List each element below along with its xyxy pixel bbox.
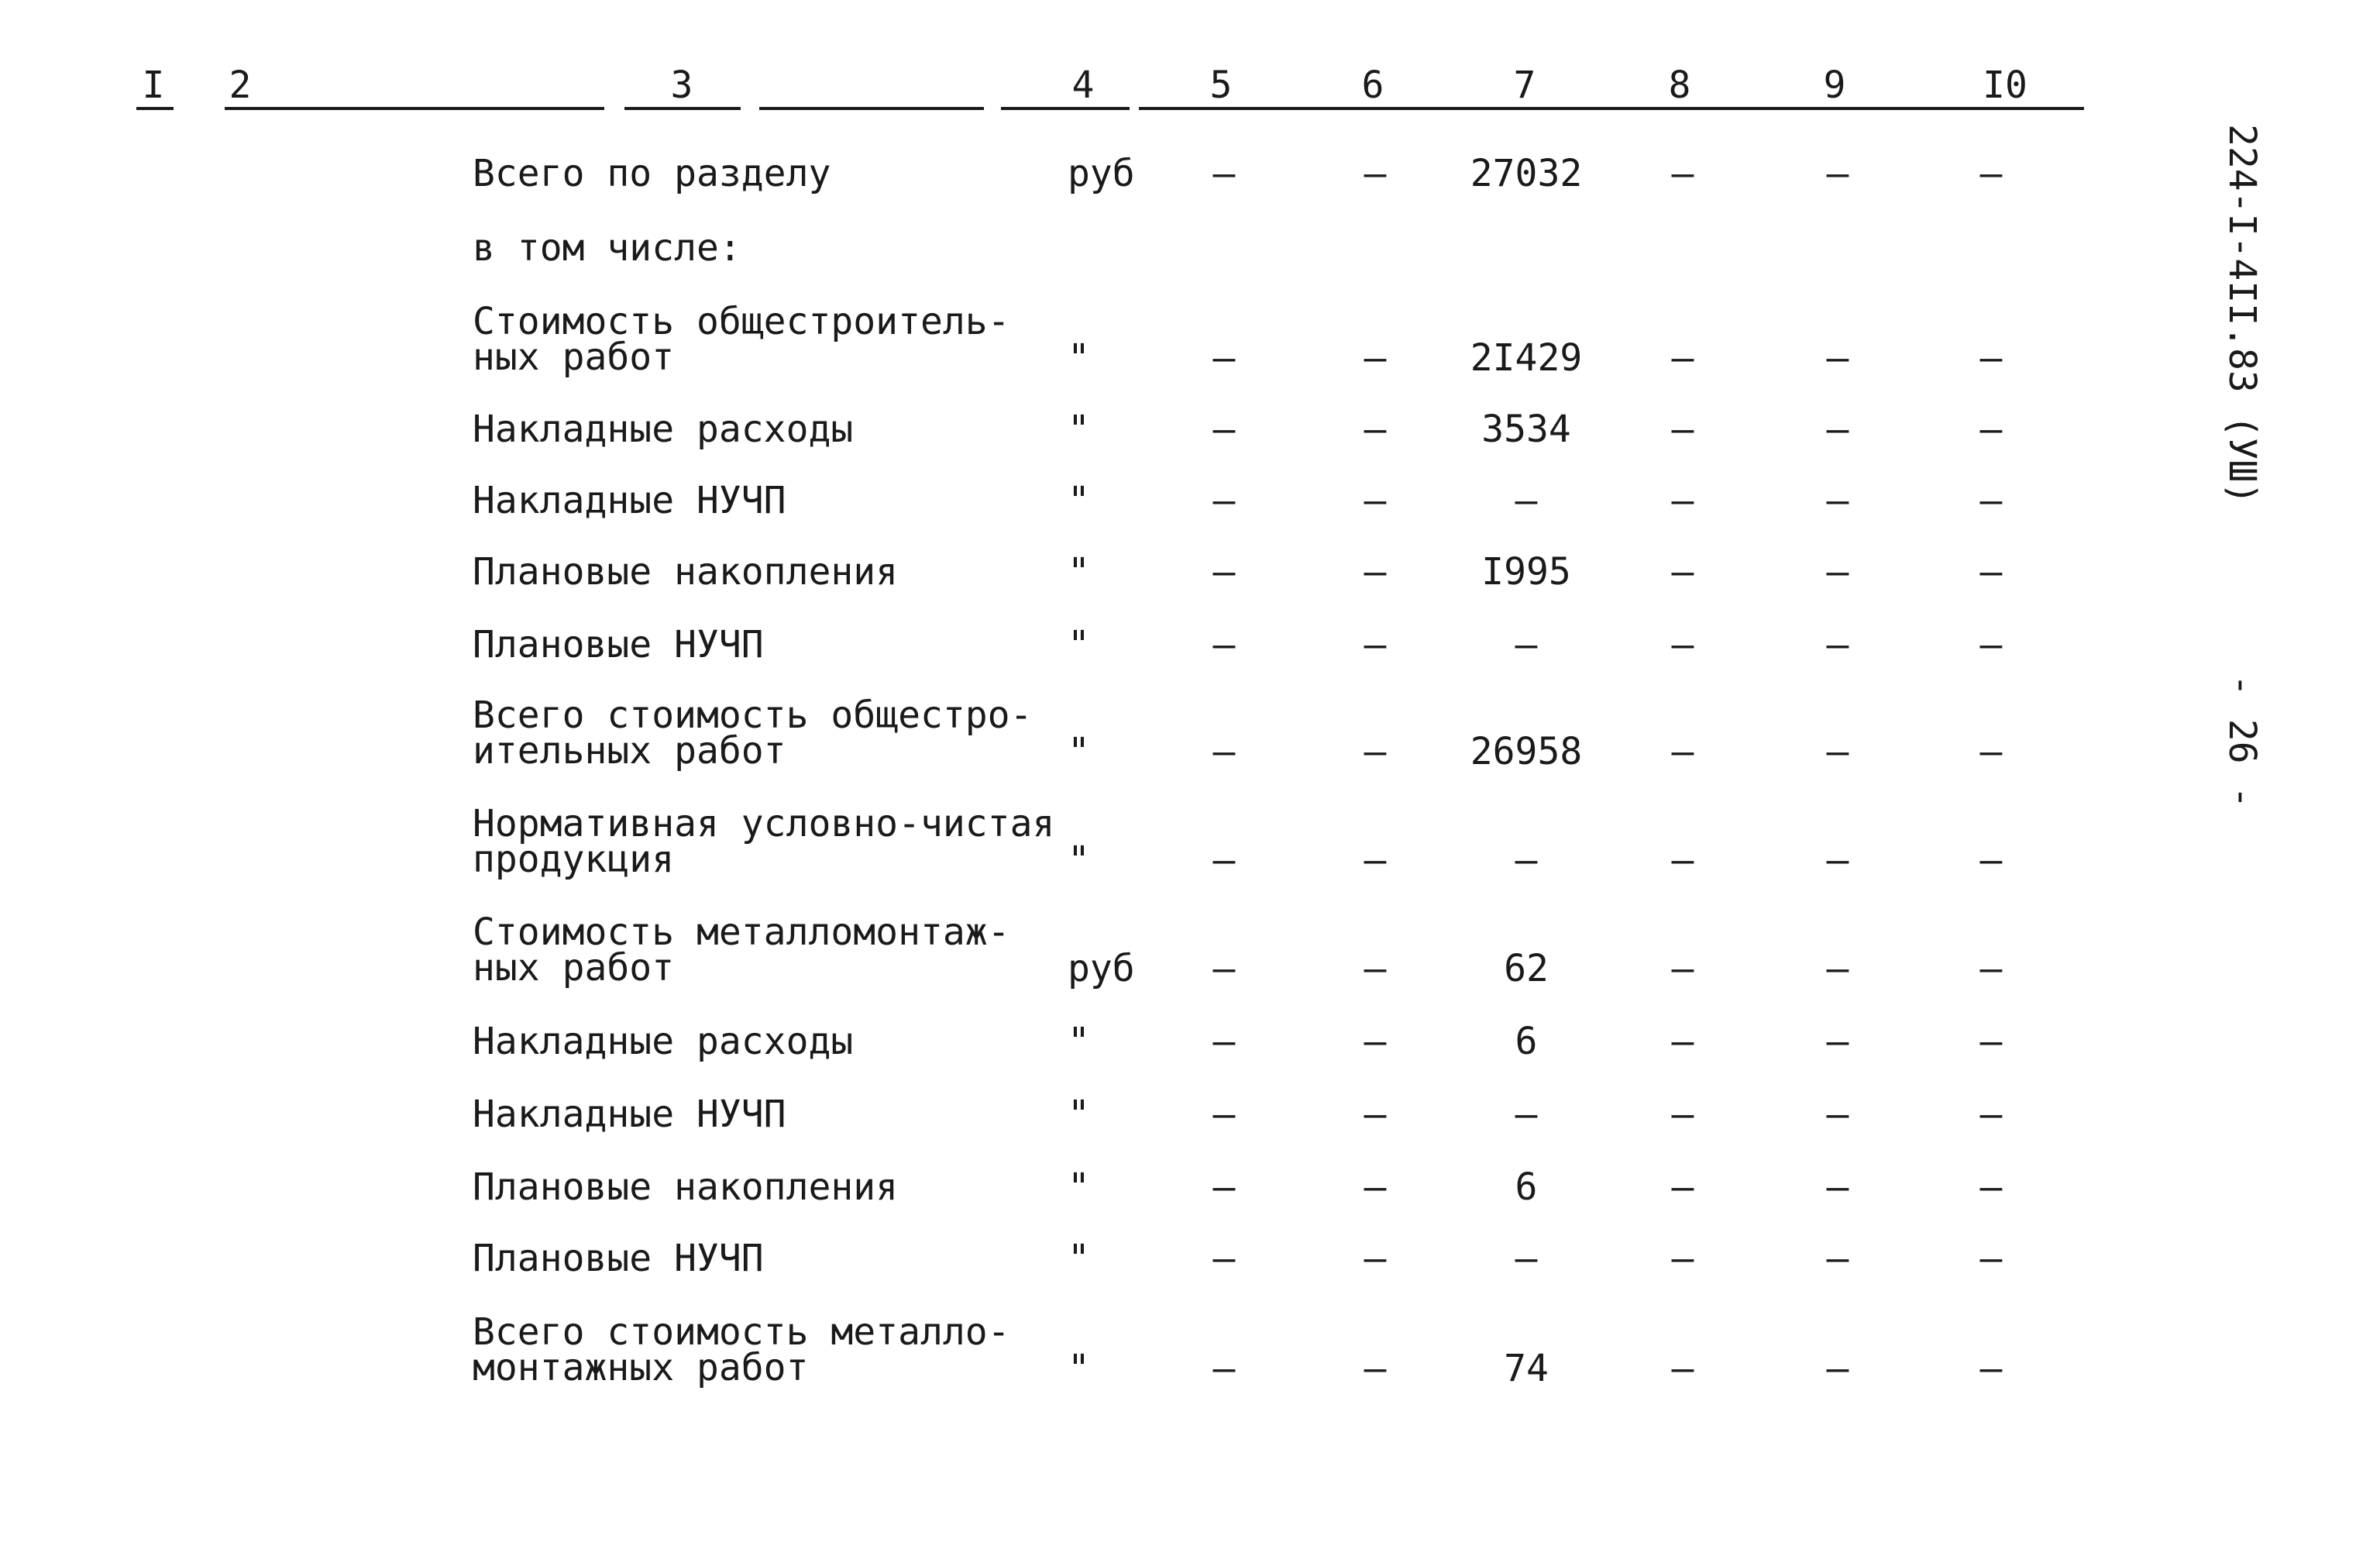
row-value-col-9: – bbox=[1826, 623, 1849, 666]
row-value-col-7: – bbox=[1515, 623, 1538, 666]
table-row bbox=[0, 1020, 2138, 1063]
row-label: в том числе: bbox=[473, 226, 741, 270]
column-number-9: 9 bbox=[1823, 64, 1846, 107]
row-value-col-6: – bbox=[1364, 730, 1387, 773]
row-value-col-5: – bbox=[1212, 1093, 1236, 1136]
row-value-col-5: – bbox=[1212, 730, 1236, 773]
row-value-col-10: – bbox=[1979, 550, 2003, 594]
row-value-col-10: – bbox=[1979, 947, 2003, 990]
row-unit: " bbox=[1068, 1165, 1090, 1209]
row-value-col-8: – bbox=[1671, 152, 1694, 195]
row-label: Всего стоимость общестро- ительных работ bbox=[473, 694, 1033, 773]
row-value-col-7: 6 bbox=[1515, 1020, 1538, 1063]
row-unit: " bbox=[1068, 1093, 1090, 1136]
row-value-col-7: 26958 bbox=[1470, 730, 1583, 773]
row-value-col-9: – bbox=[1826, 479, 1849, 522]
row-value-col-10: – bbox=[1979, 1165, 2003, 1209]
row-value-col-10: – bbox=[1979, 479, 2003, 522]
row-value-col-8: – bbox=[1671, 408, 1694, 451]
row-label: Накладные НУЧП bbox=[473, 479, 786, 522]
row-value-col-10: – bbox=[1979, 1347, 2003, 1390]
row-unit: " bbox=[1068, 479, 1090, 522]
page-number: - 26 - bbox=[2220, 674, 2264, 809]
row-value-col-6: – bbox=[1364, 1165, 1387, 1209]
row-unit: " bbox=[1068, 408, 1090, 451]
row-value-col-6: – bbox=[1364, 1093, 1387, 1136]
row-value-col-10: – bbox=[1979, 623, 2003, 666]
row-unit: руб bbox=[1068, 152, 1135, 195]
document-code: 224-I-4II.83 (УШ) bbox=[2220, 124, 2264, 505]
row-value-col-7: 6 bbox=[1515, 1165, 1538, 1209]
row-label: Плановые накопления bbox=[473, 550, 899, 594]
row-value-col-8: – bbox=[1671, 730, 1694, 773]
row-value-col-6: – bbox=[1364, 408, 1387, 451]
header-rule bbox=[1001, 107, 1130, 110]
row-value-col-9: – bbox=[1826, 838, 1849, 882]
row-value-col-8: – bbox=[1671, 1165, 1694, 1209]
row-value-col-5: – bbox=[1212, 152, 1236, 195]
row-value-col-9: – bbox=[1826, 730, 1849, 773]
row-unit: " bbox=[1068, 1237, 1090, 1280]
row-value-col-9: – bbox=[1826, 1093, 1849, 1136]
table-row bbox=[0, 408, 2138, 451]
row-value-col-6: – bbox=[1364, 1237, 1387, 1280]
row-value-col-8: – bbox=[1671, 1237, 1694, 1280]
row-value-col-7: 3534 bbox=[1481, 408, 1571, 451]
row-value-col-5: – bbox=[1212, 550, 1236, 594]
row-value-col-6: – bbox=[1364, 479, 1387, 522]
row-unit: " bbox=[1068, 1347, 1090, 1390]
row-value-col-10: – bbox=[1979, 336, 2003, 380]
row-value-col-5: – bbox=[1212, 1020, 1236, 1063]
row-value-col-8: – bbox=[1671, 550, 1694, 594]
column-header-row bbox=[0, 0, 2380, 116]
row-value-col-6: – bbox=[1364, 550, 1387, 594]
row-unit: " bbox=[1068, 623, 1090, 666]
row-value-col-8: – bbox=[1671, 623, 1694, 666]
column-number-7: 7 bbox=[1513, 64, 1536, 107]
row-value-col-7: 62 bbox=[1504, 947, 1549, 990]
row-value-col-10: – bbox=[1979, 408, 2003, 451]
row-value-col-6: – bbox=[1364, 623, 1387, 666]
row-value-col-6: – bbox=[1364, 1020, 1387, 1063]
row-unit: " bbox=[1068, 1020, 1090, 1063]
column-number-1: I bbox=[142, 64, 165, 107]
row-label: Накладные расходы bbox=[473, 1020, 854, 1063]
row-label: Стоимость металломонтаж- ных работ bbox=[473, 911, 1010, 990]
row-label: Всего по разделу bbox=[473, 152, 831, 195]
row-value-col-7: 74 bbox=[1504, 1347, 1549, 1390]
row-value-col-9: – bbox=[1826, 152, 1849, 195]
row-value-col-10: – bbox=[1979, 152, 2003, 195]
row-value-col-8: – bbox=[1671, 479, 1694, 522]
table-row bbox=[0, 694, 2138, 775]
row-value-col-8: – bbox=[1671, 947, 1694, 990]
row-unit: " bbox=[1068, 730, 1090, 773]
header-rule bbox=[624, 107, 741, 110]
column-number-3: 3 bbox=[670, 64, 693, 107]
row-value-col-7: – bbox=[1515, 1093, 1538, 1136]
row-value-col-5: – bbox=[1212, 947, 1236, 990]
table-row bbox=[0, 1237, 2138, 1280]
row-value-col-6: – bbox=[1364, 336, 1387, 380]
row-label: Стоимость общестроитель- ных работ bbox=[473, 300, 1010, 379]
row-value-col-5: – bbox=[1212, 623, 1236, 666]
row-label: Нормативная условно-чистая продукция bbox=[473, 802, 1055, 881]
row-value-col-9: – bbox=[1826, 408, 1849, 451]
row-unit: " bbox=[1068, 838, 1090, 882]
row-value-col-6: – bbox=[1364, 947, 1387, 990]
row-value-col-5: – bbox=[1212, 1347, 1236, 1390]
row-value-col-9: – bbox=[1826, 1165, 1849, 1209]
row-value-col-9: – bbox=[1826, 336, 1849, 380]
row-unit: руб bbox=[1068, 947, 1135, 990]
row-value-col-8: – bbox=[1671, 838, 1694, 882]
row-value-col-9: – bbox=[1826, 1237, 1849, 1280]
row-value-col-5: – bbox=[1212, 838, 1236, 882]
row-label: Накладные НУЧП bbox=[473, 1093, 786, 1136]
row-value-col-5: – bbox=[1212, 1237, 1236, 1280]
row-value-col-8: – bbox=[1671, 1020, 1694, 1063]
row-label: Всего стоимость металло- монтажных работ bbox=[473, 1310, 1010, 1389]
row-unit: " bbox=[1068, 550, 1090, 594]
row-value-col-9: – bbox=[1826, 1347, 1849, 1390]
row-value-col-10: – bbox=[1979, 1237, 2003, 1280]
table-row bbox=[0, 479, 2138, 522]
table-row bbox=[0, 1310, 2138, 1392]
column-number-2: 2 bbox=[229, 64, 252, 107]
header-rule bbox=[759, 107, 984, 110]
table-row bbox=[0, 1093, 2138, 1136]
row-value-col-8: – bbox=[1671, 1347, 1694, 1390]
row-value-col-5: – bbox=[1212, 479, 1236, 522]
header-rule bbox=[225, 107, 604, 110]
column-number-4: 4 bbox=[1071, 64, 1095, 107]
table-row bbox=[0, 152, 2138, 195]
header-rule bbox=[136, 107, 174, 110]
row-value-col-8: – bbox=[1671, 336, 1694, 380]
table-row bbox=[0, 300, 2138, 381]
column-number-6: 6 bbox=[1361, 64, 1384, 107]
row-value-col-5: – bbox=[1212, 1165, 1236, 1209]
table-row bbox=[0, 802, 2138, 883]
row-value-col-7: – bbox=[1515, 479, 1538, 522]
row-value-col-6: – bbox=[1364, 838, 1387, 882]
row-value-col-6: – bbox=[1364, 1347, 1387, 1390]
row-value-col-7: – bbox=[1515, 838, 1538, 882]
row-value-col-10: – bbox=[1979, 1020, 2003, 1063]
table-row bbox=[0, 1165, 2138, 1209]
table-row bbox=[0, 550, 2138, 594]
row-value-col-7: 2I429 bbox=[1470, 336, 1583, 380]
row-value-col-9: – bbox=[1826, 947, 1849, 990]
column-number-8: 8 bbox=[1668, 64, 1691, 107]
table-row bbox=[0, 623, 2138, 666]
row-value-col-8: – bbox=[1671, 1093, 1694, 1136]
row-value-col-10: – bbox=[1979, 838, 2003, 882]
row-label: Плановые НУЧП bbox=[473, 623, 764, 666]
row-value-col-6: – bbox=[1364, 152, 1387, 195]
table-row bbox=[0, 226, 2138, 270]
column-number-5: 5 bbox=[1209, 64, 1233, 107]
table-row bbox=[0, 911, 2138, 992]
row-unit: " bbox=[1068, 336, 1090, 380]
row-value-col-9: – bbox=[1826, 1020, 1849, 1063]
row-value-col-7: – bbox=[1515, 1237, 1538, 1280]
row-value-col-10: – bbox=[1979, 730, 2003, 773]
row-value-col-7: 27032 bbox=[1470, 152, 1583, 195]
row-label: Плановые НУЧП bbox=[473, 1237, 764, 1280]
header-rule bbox=[1139, 107, 2084, 110]
row-label: Накладные расходы bbox=[473, 408, 854, 451]
row-value-col-9: – bbox=[1826, 550, 1849, 594]
row-value-col-7: I995 bbox=[1481, 550, 1571, 594]
row-label: Плановые накопления bbox=[473, 1165, 899, 1209]
row-value-col-5: – bbox=[1212, 336, 1236, 380]
column-number-10: I0 bbox=[1983, 64, 2027, 107]
row-value-col-10: – bbox=[1979, 1093, 2003, 1136]
row-value-col-5: – bbox=[1212, 408, 1236, 451]
